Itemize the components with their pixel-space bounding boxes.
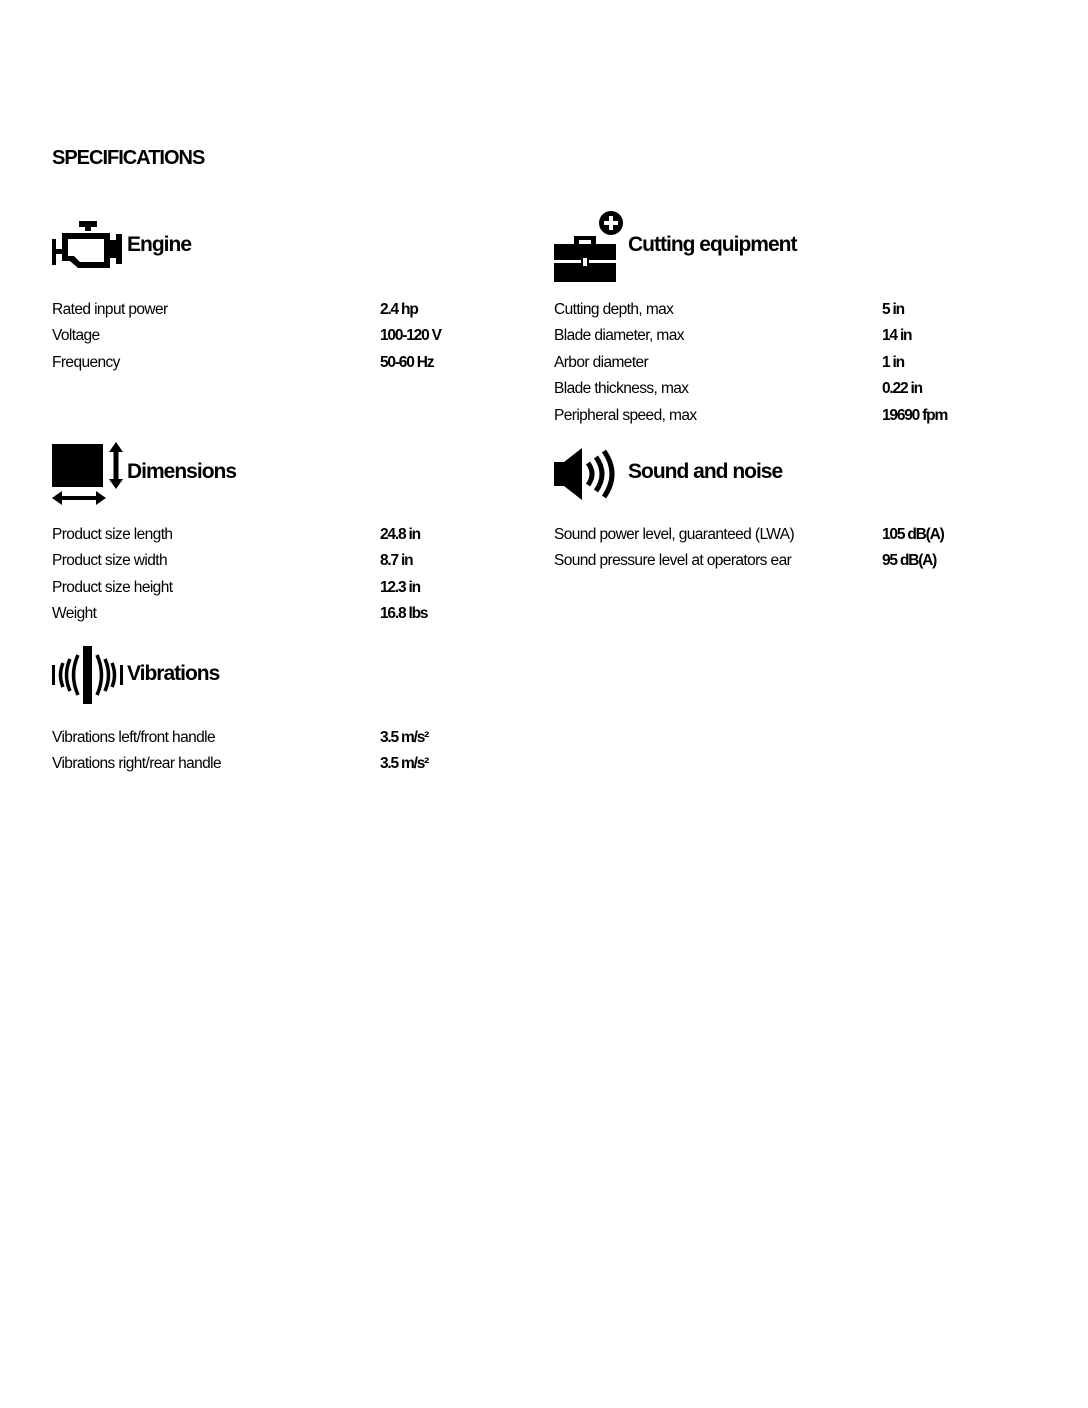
spec-value: 24.8 in <box>380 526 420 543</box>
speaker-icon <box>554 446 626 507</box>
spec-label: Sound power level, guaranteed (LWA) <box>554 526 795 543</box>
dimensions-title: Dimensions <box>127 460 237 483</box>
spec-label: Product size length <box>52 526 173 543</box>
engine-header <box>52 220 522 290</box>
spec-value: 0.22 in <box>882 380 922 398</box>
engine-section <box>52 220 522 379</box>
spec-label: Weight <box>52 605 97 623</box>
page-title: SPECIFICATIONS <box>52 147 205 169</box>
spec-value: 2.4 hp <box>380 301 418 318</box>
spec-value: 105 dB(A) <box>882 526 944 543</box>
spec-row <box>52 525 522 551</box>
vibrations-section <box>52 646 522 781</box>
vibrations-spec-list <box>52 728 522 781</box>
spec-row <box>554 406 1034 432</box>
spec-label: Blade thickness, max <box>554 380 689 398</box>
sound-and-noise-section <box>554 446 1034 578</box>
spec-label: Voltage <box>52 327 100 345</box>
spec-label: Arbor diameter <box>554 353 649 371</box>
spec-label: Product size width <box>52 552 167 570</box>
spec-value: 50-60 Hz <box>380 353 434 371</box>
spec-label: Sound pressure level at operators ear <box>554 552 792 570</box>
toolbox-plus-icon <box>554 210 626 289</box>
spec-row <box>554 326 1034 352</box>
cutting-equipment-title: Cutting equipment <box>628 233 797 256</box>
sound-and-noise-title: Sound and noise <box>628 460 783 483</box>
cutting-equipment-section <box>554 210 1034 432</box>
spec-value: 3.5 m/s² <box>380 729 429 746</box>
engine-spec-list <box>52 300 522 379</box>
spec-label: Product size height <box>52 578 173 596</box>
spec-value: 16.8 lbs <box>380 605 428 623</box>
spec-row <box>52 326 522 352</box>
spec-value: 12.3 in <box>380 578 420 596</box>
spec-value: 100-120 V <box>380 327 441 345</box>
spec-label: Vibrations right/rear handle <box>52 755 222 773</box>
cutting-equipment-spec-list <box>554 300 1034 432</box>
sound-and-noise-header <box>554 446 1034 515</box>
vibrations-title: Vibrations <box>127 662 220 685</box>
sound-and-noise-spec-list <box>554 525 1034 578</box>
spec-row <box>554 525 1034 551</box>
spec-value: 19690 fpm <box>882 406 948 424</box>
vibration-icon <box>52 646 126 711</box>
spec-value: 8.7 in <box>380 552 413 570</box>
spec-row <box>52 728 522 754</box>
vibrations-header <box>52 646 522 718</box>
dimensions-spec-list <box>52 525 522 631</box>
spec-row <box>52 353 522 379</box>
engine-icon <box>52 220 124 277</box>
spec-label: Blade diameter, max <box>554 327 684 345</box>
spec-label: Cutting depth, max <box>554 301 674 318</box>
spec-row <box>52 604 522 630</box>
spec-value: 95 dB(A) <box>882 552 937 570</box>
spec-value: 3.5 m/s² <box>380 755 429 773</box>
dimensions-icon <box>52 442 126 513</box>
spec-row <box>554 551 1034 577</box>
dimensions-section <box>52 442 522 631</box>
spec-row <box>554 379 1034 405</box>
spec-row <box>52 551 522 577</box>
spec-row <box>554 300 1034 326</box>
spec-value: 1 in <box>882 353 904 371</box>
spec-row <box>52 578 522 604</box>
spec-value: 5 in <box>882 301 904 318</box>
spec-label: Rated input power <box>52 301 168 318</box>
spec-row <box>52 300 522 326</box>
spec-label: Frequency <box>52 353 120 371</box>
engine-title: Engine <box>127 233 192 256</box>
spec-row <box>52 754 522 780</box>
dimensions-header <box>52 442 522 515</box>
spec-label: Vibrations left/front handle <box>52 729 216 746</box>
spec-row <box>554 353 1034 379</box>
cutting-equipment-header <box>554 210 1034 290</box>
spec-value: 14 in <box>882 327 912 345</box>
spec-label: Peripheral speed, max <box>554 406 697 424</box>
